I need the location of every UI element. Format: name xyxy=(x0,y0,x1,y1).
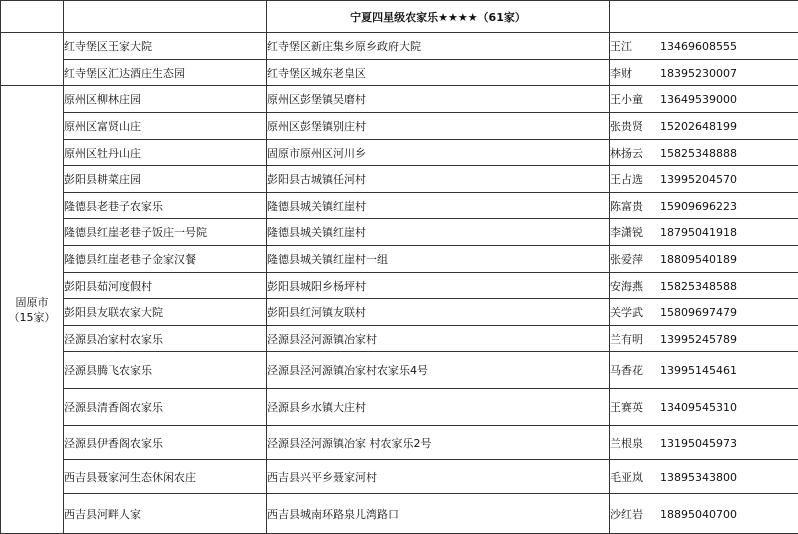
table-row xyxy=(1,299,798,326)
contact-person: 张贵贤 xyxy=(610,118,660,134)
table-row xyxy=(1,219,798,246)
farmhouse-address: 彭阳县城阳乡杨坪村 xyxy=(267,273,610,299)
farmhouse-address: 彭阳县红河镇友联村 xyxy=(267,299,610,326)
farmhouse-address: 泾源县泾河源镇冶家村 xyxy=(267,326,610,352)
table-row xyxy=(1,33,798,60)
farmhouse-address: 红寺堡区城东老皇区 xyxy=(267,60,610,86)
phone-number: 18395230007 xyxy=(660,67,737,80)
contact-person: 王占选 xyxy=(610,171,660,187)
phone-number: 13895343800 xyxy=(660,471,737,484)
farmhouse-address: 西吉县城南环路泉儿湾路口 xyxy=(267,494,610,534)
table-row xyxy=(1,140,798,166)
phone-number: 13195045973 xyxy=(660,437,737,450)
contact-cell xyxy=(610,246,798,273)
farmhouse-address: 原州区彭堡镇别庄村 xyxy=(267,113,610,140)
contact-cell xyxy=(610,193,798,219)
contact-cell xyxy=(610,326,798,352)
phone-number: 15825348888 xyxy=(660,147,737,160)
table-row xyxy=(1,193,798,219)
contact-cell xyxy=(610,60,798,86)
table-row xyxy=(1,352,798,389)
contact-person: 李财 xyxy=(610,65,660,81)
farmhouse-name: 隆德县红崖老巷子金家汉餐 xyxy=(64,246,267,273)
table-row xyxy=(1,389,798,426)
contact-person: 李潇锐 xyxy=(610,224,660,240)
phone-number: 15909696223 xyxy=(660,200,737,213)
contact-cell xyxy=(610,33,798,60)
contact-person: 王赛英 xyxy=(610,399,660,415)
table-row xyxy=(1,460,798,494)
farmhouse-address: 固原市原州区河川乡 xyxy=(267,140,610,166)
contact-cell xyxy=(610,426,798,460)
phone-number: 15809697479 xyxy=(660,306,737,319)
farmhouse-address: 隆德县城关镇红崖村一组 xyxy=(267,246,610,273)
contact-person: 毛亚岚 xyxy=(610,469,660,485)
header-blank-cell xyxy=(610,1,798,33)
farmhouse-name: 彭阳县友联农家大院 xyxy=(64,299,267,326)
farmhouse-name: 红寺堡区汇达酒庄生态园 xyxy=(64,60,267,86)
table-row xyxy=(1,113,798,140)
table-row xyxy=(1,426,798,460)
header-row xyxy=(1,1,798,33)
contact-person: 安海燕 xyxy=(610,278,660,294)
farmhouse-name: 泾源县伊香阁农家乐 xyxy=(64,426,267,460)
contact-person: 马香花 xyxy=(610,362,660,378)
farmhouse-name: 彭阳县耕菜庄园 xyxy=(64,166,267,193)
contact-cell xyxy=(610,86,798,113)
farmhouse-address: 原州区彭堡镇吴磨村 xyxy=(267,86,610,113)
region-cell xyxy=(1,86,64,534)
table-row xyxy=(1,60,798,86)
phone-number: 13409545310 xyxy=(660,401,737,414)
phone-number: 13995204570 xyxy=(660,173,737,186)
farmhouse-name: 泾源县冶家村农家乐 xyxy=(64,326,267,352)
phone-number: 18795041918 xyxy=(660,226,737,239)
farmhouse-address: 彭阳县古城镇任河村 xyxy=(267,166,610,193)
contact-person: 张爱萍 xyxy=(610,251,660,267)
contact-person: 王小童 xyxy=(610,91,660,107)
table-title: 宁夏四星级农家乐★★★★（61家） xyxy=(267,1,610,33)
contact-person: 王江 xyxy=(610,38,660,54)
farmhouse-address: 隆德县城关镇红崖村 xyxy=(267,219,610,246)
contact-cell xyxy=(610,352,798,389)
farmhouse-name: 西吉县河畔人家 xyxy=(64,494,267,534)
phone-number: 18895040700 xyxy=(660,508,737,521)
phone-number: 13469608555 xyxy=(660,40,737,53)
phone-number: 15202648199 xyxy=(660,120,737,133)
farmhouse-name: 隆德县红崖老巷子饭庄一号院 xyxy=(64,219,267,246)
table-row xyxy=(1,494,798,534)
table-row xyxy=(1,246,798,273)
contact-cell xyxy=(610,166,798,193)
farmhouse-name: 隆德县老巷子农家乐 xyxy=(64,193,267,219)
table-row xyxy=(1,326,798,352)
farmhouse-address: 隆德县城关镇红崖村 xyxy=(267,193,610,219)
header-blank-cell xyxy=(64,1,267,33)
table-row xyxy=(1,273,798,299)
farmhouse-address: 泾源县泾河源镇冶家村农家乐4号 xyxy=(267,352,610,389)
farmhouse-name: 原州区富贤山庄 xyxy=(64,113,267,140)
farmhouse-address: 泾源县乡水镇大庄村 xyxy=(267,389,610,426)
phone-number: 13649539000 xyxy=(660,93,737,106)
phone-number: 13995145461 xyxy=(660,364,737,377)
contact-person: 兰根泉 xyxy=(610,435,660,451)
farmhouse-name: 原州区牡丹山庄 xyxy=(64,140,267,166)
contact-person: 兰有明 xyxy=(610,331,660,347)
contact-person: 关学武 xyxy=(610,304,660,320)
contact-cell xyxy=(610,460,798,494)
phone-number: 13995245789 xyxy=(660,333,737,346)
region-cell xyxy=(1,33,64,86)
farmhouse-address: 红寺堡区新庄集乡原乡政府大院 xyxy=(267,33,610,60)
contact-cell xyxy=(610,389,798,426)
phone-number: 18809540189 xyxy=(660,253,737,266)
contact-cell xyxy=(610,299,798,326)
contact-cell xyxy=(610,494,798,534)
contact-person: 林扬云 xyxy=(610,145,660,161)
contact-cell xyxy=(610,273,798,299)
farmhouse-name: 原州区柳林庄园 xyxy=(64,86,267,113)
contact-person: 陈富贵 xyxy=(610,198,660,214)
farmhouse-name: 泾源县清香阁农家乐 xyxy=(64,389,267,426)
farmhouse-address: 泾源县泾河源镇冶家 村农家乐2号 xyxy=(267,426,610,460)
contact-cell xyxy=(610,219,798,246)
region-label: 固原市 （15家） xyxy=(1,295,63,325)
farmhouse-name: 彭阳县茹河度假村 xyxy=(64,273,267,299)
farmhouse-name: 泾源县腾飞农家乐 xyxy=(64,352,267,389)
table-row xyxy=(1,166,798,193)
contact-person: 沙红岩 xyxy=(610,506,660,522)
header-blank-cell xyxy=(1,1,64,33)
contact-cell xyxy=(610,113,798,140)
farmhouse-name: 西吉县聂家河生态休闲农庄 xyxy=(64,460,267,494)
table-row xyxy=(1,86,798,113)
farmhouse-name: 红寺堡区王家大院 xyxy=(64,33,267,60)
phone-number: 15825348588 xyxy=(660,280,737,293)
farmhouse-address: 西吉县兴平乡聂家河村 xyxy=(267,460,610,494)
contact-cell xyxy=(610,140,798,166)
